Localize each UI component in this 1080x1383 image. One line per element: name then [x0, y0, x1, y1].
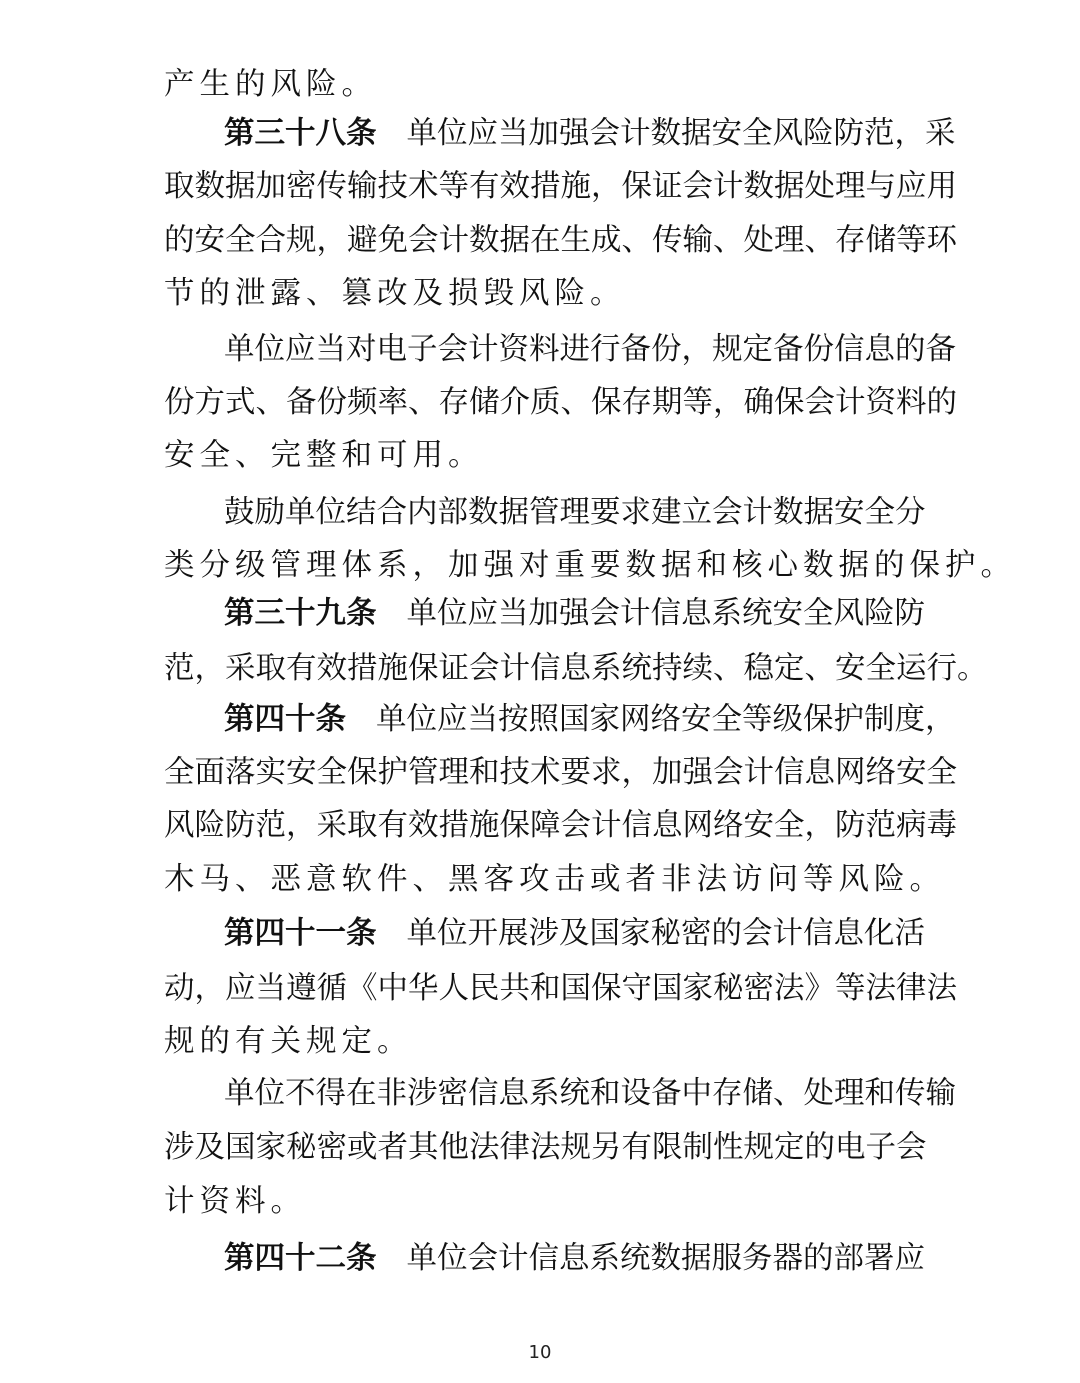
- text-line: [164, 853, 945, 906]
- paragraph-text: 类分级管理体系，加强对重要数据和核心数据的保护。: [164, 548, 1016, 583]
- paragraph-text: 鼓励单位结合内部数据管理要求建立会计数据安全分: [224, 495, 926, 530]
- paragraph-text: 份方式、备份频率、存储介质、保存期等，确保会计资料的: [164, 385, 957, 420]
- paragraph-text: 全面落实安全保护管理和技术要求，加强会计信息网络安全: [164, 755, 957, 790]
- paragraph-text: 产生的风险。: [164, 67, 377, 102]
- text-line: [164, 214, 957, 267]
- paragraph-text: 规的有关规定。: [164, 1024, 413, 1059]
- text-line: [164, 486, 926, 539]
- text-line: [164, 693, 956, 746]
- text-line: [164, 539, 1016, 592]
- text-line: [164, 587, 925, 640]
- article-heading: 第四十条: [224, 702, 346, 737]
- text-line: [164, 1121, 927, 1174]
- text-line: [164, 267, 916, 320]
- paragraph-text: 安全、完整和可用。: [164, 438, 484, 473]
- article-text: 单位应当加强会计数据安全风险防范，采: [406, 116, 956, 151]
- paragraph-text: 动，应当遵循《中华人民共和国保守国家秘密法》等法律法: [164, 971, 957, 1006]
- paragraph-text: 单位不得在非涉密信息系统和设备中存储、处理和传输: [224, 1076, 956, 1111]
- text-line: [164, 907, 925, 960]
- article-text: 单位应当按照国家网络安全等级保护制度，: [376, 702, 956, 737]
- text-line: [164, 962, 957, 1015]
- paragraph-text: 涉及国家秘密或者其他法律法规另有限制性规定的电子会: [164, 1130, 927, 1165]
- paragraph-text: 单位应当对电子会计资料进行备份，规定备份信息的备: [224, 332, 956, 367]
- article-heading: 第四十二条: [224, 1241, 377, 1276]
- text-line: [164, 376, 957, 429]
- text-line: [164, 58, 916, 111]
- text-line: [164, 1232, 925, 1285]
- article-heading: 第四十一条: [224, 916, 377, 951]
- paragraph-text: 范，采取有效措施保证会计信息系统持续、稳定、安全运行。: [164, 651, 988, 686]
- text-line: [164, 746, 957, 799]
- paragraph-text: 计资料。: [164, 1184, 306, 1219]
- article-heading: 第三十九条: [224, 596, 377, 631]
- paragraph-text: 的安全合规，避免会计数据在生成、传输、处理、存储等环: [164, 223, 957, 258]
- paragraph-text: 取数据加密传输技术等有效措施，保证会计数据处理与应用: [164, 169, 957, 204]
- paragraph-text: 木马、恶意软件、黑客攻击或者非法访问等风险。: [164, 862, 945, 897]
- page-number: 10: [528, 1342, 552, 1363]
- text-line: [164, 799, 957, 852]
- text-line: [164, 1175, 916, 1228]
- paragraph-text: 风险防范，采取有效措施保障会计信息网络安全，防范病毒: [164, 808, 957, 843]
- paragraph-text: 节的泄露、篡改及损毁风险。: [164, 276, 626, 311]
- article-text: 单位会计信息系统数据服务器的部署应: [406, 1241, 925, 1276]
- text-line: [164, 160, 957, 213]
- text-line: [164, 323, 956, 376]
- article-text: 单位开展涉及国家秘密的会计信息化活: [406, 916, 925, 951]
- text-line: [164, 1015, 916, 1068]
- article-heading: 第三十八条: [224, 116, 377, 151]
- article-text: 单位应当加强会计信息系统安全风险防: [406, 596, 925, 631]
- text-line: [164, 1067, 956, 1120]
- text-line: [164, 642, 988, 695]
- text-line: [164, 107, 956, 160]
- text-line: [164, 429, 916, 482]
